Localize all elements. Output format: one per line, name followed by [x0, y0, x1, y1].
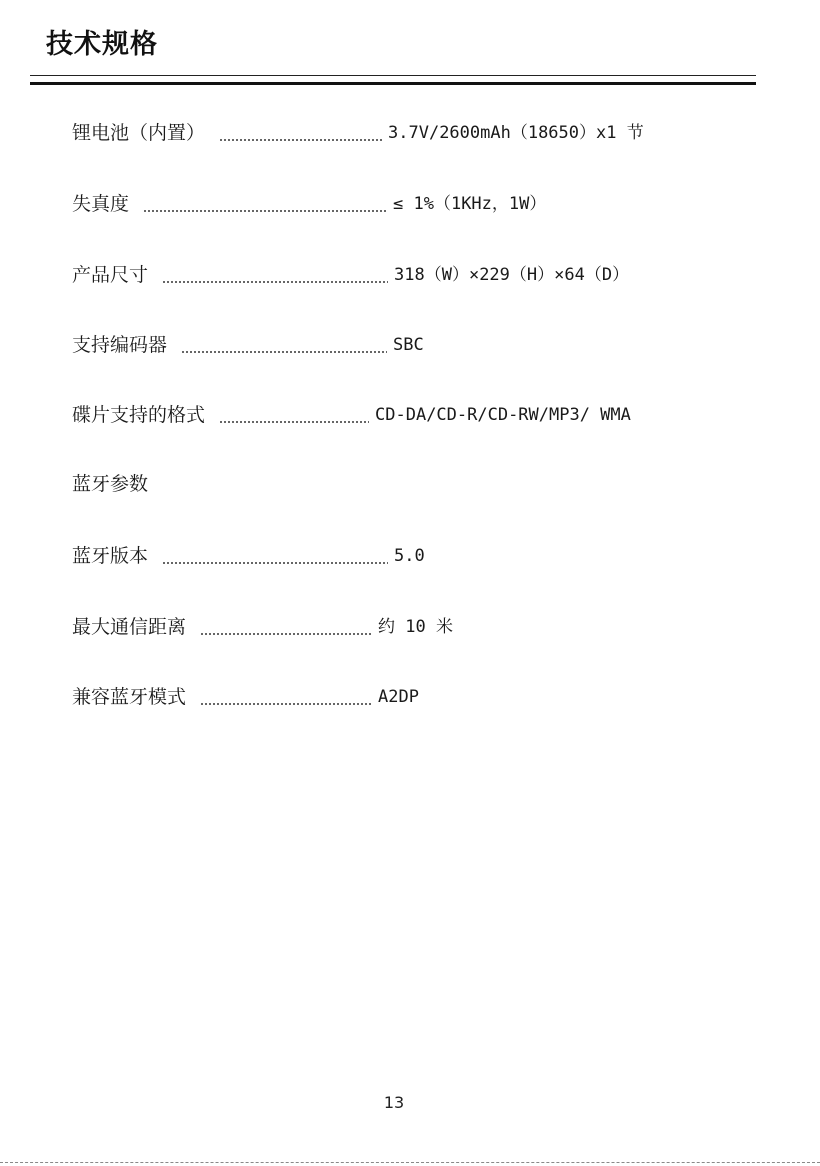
spec-value: 3.7V/2600mAh（18650）x1 节: [388, 123, 644, 143]
leader-dots: [219, 139, 382, 141]
header-rule-thick: [30, 82, 756, 85]
spec-row-bt-version: [72, 540, 772, 568]
spec-label: 碟片支持的格式: [72, 404, 206, 426]
spec-label: 支持编码器: [72, 334, 168, 356]
spec-row-battery: [72, 117, 772, 145]
spec-label: 蓝牙版本: [72, 545, 149, 567]
leader-dots: [162, 281, 388, 283]
spec-row-disc-formats: [72, 399, 772, 427]
spec-label: 最大通信距离: [72, 616, 187, 638]
spec-label: 产品尺寸: [72, 264, 149, 286]
spec-value: 318（W）×229（H）×64（D）: [394, 265, 630, 285]
leader-dots: [200, 633, 372, 635]
leader-dots: [219, 421, 369, 423]
spec-value: A2DP: [378, 687, 419, 707]
spec-row-bt-profile: [72, 681, 772, 709]
spec-value: 5.0: [394, 546, 425, 566]
leader-dots: [143, 210, 387, 212]
leader-dots: [162, 562, 388, 564]
leader-dots: [181, 351, 387, 353]
spec-label: 失真度: [72, 193, 130, 215]
spec-value: ≤ 1%（1KHz，1W）: [393, 194, 547, 214]
header-rule-thin: [30, 75, 756, 76]
spec-label: 兼容蓝牙模式: [72, 686, 187, 708]
spec-value: SBC: [393, 335, 424, 355]
page-number: 13: [383, 1093, 405, 1112]
spec-value: CD-DA/CD-R/CD-RW/MP3/ WMA: [375, 405, 631, 425]
spec-row-distortion: [72, 188, 772, 216]
spec-row-dimensions: [72, 259, 772, 287]
bottom-edge-line: [0, 1162, 820, 1163]
leader-dots: [200, 703, 372, 705]
spec-value: 约 10 米: [378, 617, 453, 637]
section-heading-bluetooth: 蓝牙参数: [72, 473, 149, 495]
spec-label: 锂电池（内置）: [72, 122, 206, 144]
spec-row-bt-range: [72, 611, 772, 639]
page-title: 技术规格: [46, 29, 158, 60]
spec-row-codec: [72, 329, 772, 357]
